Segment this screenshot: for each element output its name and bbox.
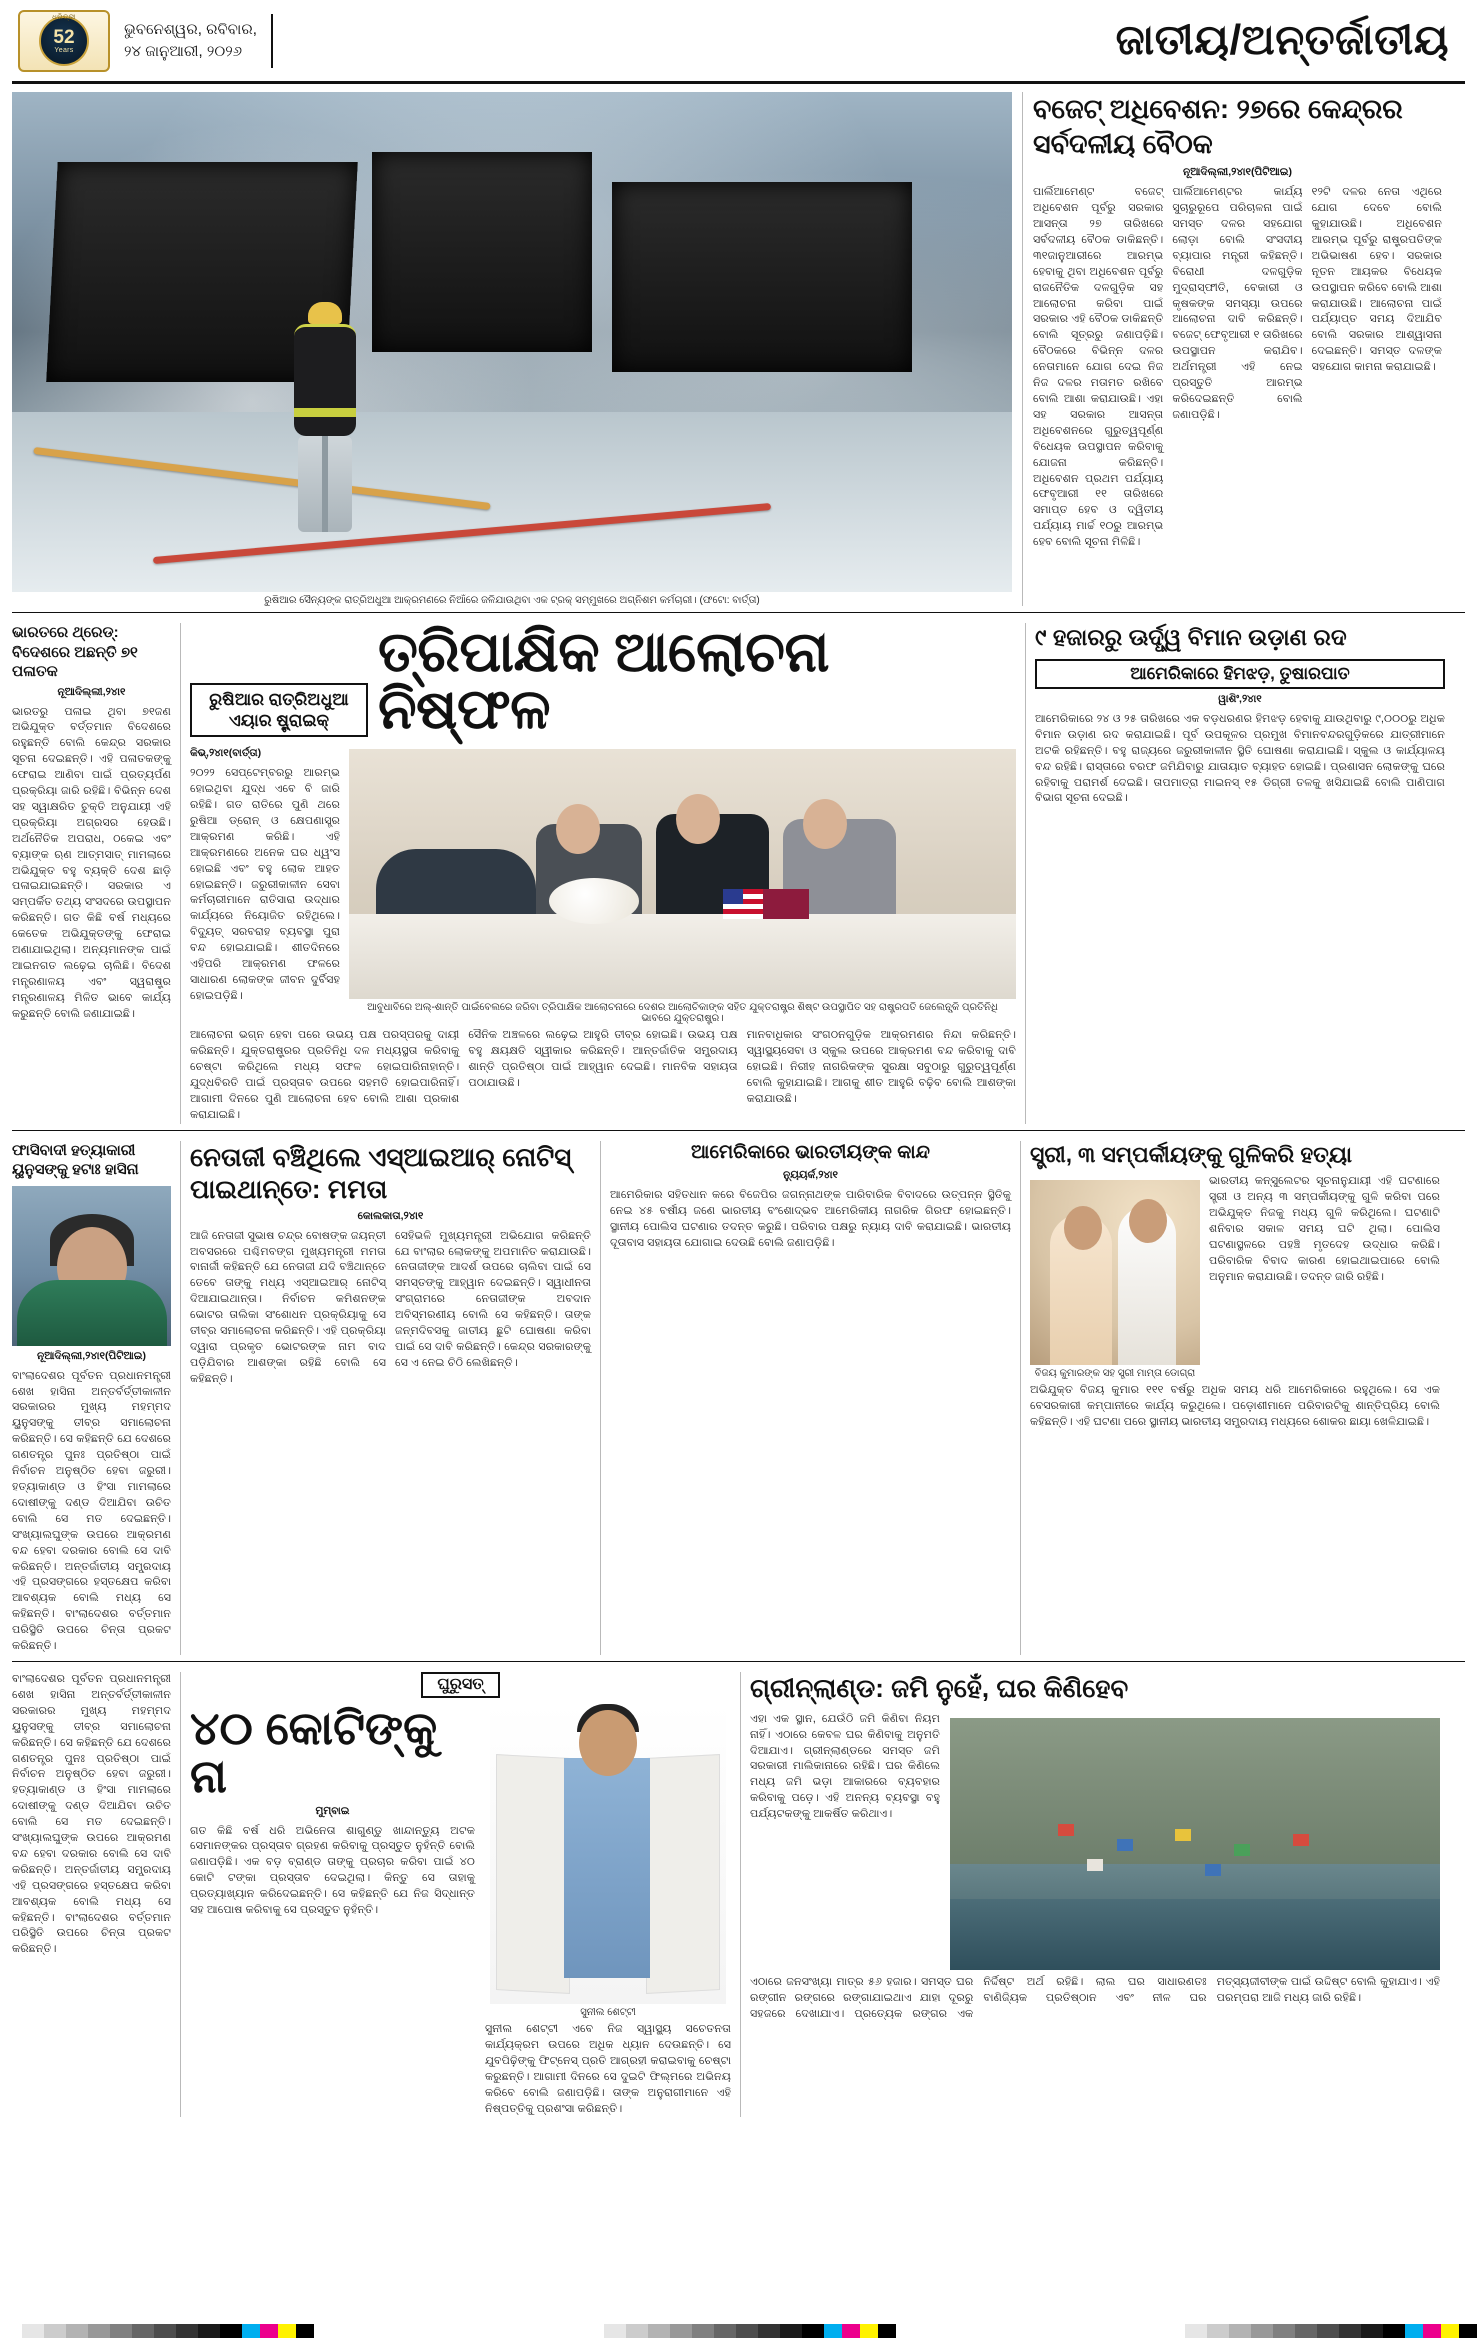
section-title: ଜାତୀୟ/ଅନ୍ତର୍ଜାତୀୟ <box>1115 16 1449 63</box>
flights-subhead: ଆମେରିକାରେ ହିମଝଡ଼, ତୁଷାରପାତ <box>1035 659 1445 689</box>
lead-photo-block <box>12 92 1022 606</box>
burnt-truck-3 <box>612 182 912 372</box>
america-india-body: ଆମେରିକାର ସହିତଧାନ କରେ ବିଜେପିର ଜଗନ୍ନାଥଙ୍କ ପାରିବାରିକ ବିବାଦରେ ଉତ୍ପନ୍ନ ସ୍ଥିତିକୁ ନେଇ ୪୫ ବର୍ଷୀୟ ଜଣେ ଭାରତୀୟ ବଂଶୋଦ୍ଭବ ଆମେରିକୀୟ ନାଗରିକ ଗିରଫ ହୋଇଛନ୍ତି। ସ୍ଥାନୀୟ ପୋଲିସ ଘଟଣାର ତଦନ୍ତ କରୁଛି। ପରିବାର ପକ୍ଷରୁ ନ୍ୟାୟ ଦାବି କରାଯାଇଛି। ଭାରତୀୟ ଦୂତାବାସ ସହାୟତା ଯୋଗାଇ ଦେଉଛି ବୋଲି ଜଣାପଡ଼ିଛି। <box>610 1189 1011 1250</box>
budget-col-3: ୧୨ଟି ଦଳର ନେତା ଏଥିରେ ଯୋଗ ଦେବେ ବୋଲି କୁହାଯାଉଛି। ଅଧିବେଶନ ଆରମ୍ଭ ପୂର୍ବରୁ ରାଷ୍ଟ୍ରପତିଙ୍କ ଅଭିଭାଷଣ ହେବ। ସରକାର ନୂତନ ଆୟକର ବିଧେୟକ ଉପସ୍ଥାପନ କରିବେ ବୋଲି ଆଶା କରାଯାଉଛି। ଆଲୋଚନା ପାଇଁ ପର୍ଯ୍ୟାପ୍ତ ସମୟ ଦିଆଯିବ ବୋଲି ସରକାର ଆଶ୍ୱାସନା ଦେଇଛନ୍ତି। ସମସ୍ତ ଦଳଙ୍କ ସହଯୋଗ କାମନା କରାଯାଇଛି। <box>1311 186 1442 374</box>
couple-photo <box>1030 1180 1200 1365</box>
hasina-dateline: ନୂଆଦିଲ୍ଲୀ,୨୪ା୧(ପିଟିଆଇ) <box>37 1349 146 1362</box>
flights-headline: ୯ ହଜାରରୁ ଊର୍ଦ୍ଧ୍ୱ ବିମାନ ଉଡ଼ାଣ ରଦ <box>1035 624 1347 650</box>
ukraine-kicker: ରୁଷିଆର ରାତ୍ରିଅଧୁଆ ଏୟାର ଷ୍ଟ୍ରାଇକ୍ <box>190 683 368 738</box>
lead-photo-caption: ରୁଷିଆର ସୈନ୍ୟଙ୍କ ରାତ୍ରିଅଧୁଆ ଆକ୍ରମଣରେ ନିଆଁରେ ଜଳିଯାଉଥିବା ଏକ ଟ୍ରକ୍ ସମ୍ମୁଖରେ ଅଗ୍ନିଶମ କର୍ମଚାରୀ। (ଫଟୋ: ବାର୍ତ୍ତା) <box>264 595 760 606</box>
logo-years-label: Years <box>54 46 74 54</box>
ukraine-col-4: ମାନବାଧିକାର ସଂଗଠନଗୁଡ଼ିକ ଆକ୍ରମଣର ନିନ୍ଦା କରିଛନ୍ତି। ସ୍ୱାସ୍ଥ୍ୟସେବା ଓ ସ୍କୁଲ ଉପରେ ଆକ୍ରମଣ ବନ୍ଦ କରିବାକୁ ଦାବି ହୋଇଛି। ନିରୀହ ନାଗରିକଙ୍କ ସୁରକ୍ଷା ସବୁଠାରୁ ଗୁରୁତ୍ୱପୂର୍ଣ୍ଣ ବୋଲି କୁହାଯାଇଛି। ଆଗକୁ ଶୀତ ଆହୁରି ବଢ଼ିବ ବୋଲି ଆଶଙ୍କା କରାଯାଉଛି। <box>746 1029 1016 1105</box>
shooting-headline: ସ୍ତ୍ରୀ, ୩ ସମ୍ପର୍କୀୟଙ୍କୁ ଗୁଳିକରି ହତ୍ୟା <box>1030 1141 1352 1167</box>
colored-house-white <box>1087 1859 1103 1871</box>
budget-headline: ବଜେଟ୍ ଅଧିବେଶନ: ୨୭ରେ କେନ୍ଦ୍ରର ସର୍ବଦଳୀୟ ବୈଠକ <box>1033 94 1403 160</box>
firefighter-legs <box>298 436 352 532</box>
hasina-body: ବାଂଲାଦେଶର ପୂର୍ବତନ ପ୍ରଧାନମନ୍ତ୍ରୀ ଶେଖ ହାସିନା ଅନ୍ତର୍ବର୍ତ୍ତୀକାଳୀନ ସରକାରର ମୁଖ୍ୟ ମହମ୍ମଦ ୟୁନୁସଙ୍କୁ ତୀବ୍ର ସମାଲୋଚନା କରିଛନ୍ତି। ସେ କହିଛନ୍ତି ଯେ ଦେଶରେ ଗଣତନ୍ତ୍ର ପୁନଃ ପ୍ରତିଷ୍ଠା ପାଇଁ ନିର୍ବାଚନ ଅନୁଷ୍ଠିତ ହେବା ଜରୁରୀ। ହତ୍ୟାକାଣ୍ଡ ଓ ହିଂସା ମାମଲାରେ ଦୋଷୀଙ୍କୁ ଦଣ୍ଡ ଦିଆଯିବା ଉଚିତ ବୋଲି ସେ ମତ ଦେଇଛନ୍ତି। ସଂଖ୍ୟାଲଘୁଙ୍କ ଉପରେ ଆକ୍ରମଣ ବନ୍ଦ ହେବା ଦରକାର ବୋଲି ସେ ଦାବି କରିଛନ୍ତି। ଅନ୍ତର୍ଜାତୀୟ ସମ୍ପ୍ରଦାୟ ଏହି ପ୍ରସଙ୍ଗରେ ହସ୍ତକ୍ଷେପ କରିବା ଆବଶ୍ୟକ ବୋଲି ମଧ୍ୟ ସେ କହିଛନ୍ତି। ବାଂଲାଦେଶର ବର୍ତ୍ତମାନ ପରିସ୍ଥିତି ଉପରେ ଚିନ୍ତା ପ୍ରକଟ କରିଛନ୍ତି। <box>12 1369 171 1653</box>
bride-head <box>1064 1206 1102 1250</box>
forty-crore-col-1: ଗତ କିଛି ବର୍ଷ ଧରି ଅଭିନେତା ଶାଗୁଣ୍ଡୁ ଖାନ୍ଦାନ୍ତ୍ୟୁ ଅଟକ ସେମାନଙ୍କର ପ୍ରସ୍ତାବ ଗ୍ରହଣ କରିବାକୁ ପ୍ରସ୍ତୁତ ନୁହଁନ୍ତି ବୋଲି ଜଣାପଡ଼ିଛି। ଏକ ବଡ଼ ବ୍ରାଣ୍ଡ ତାଙ୍କୁ ପ୍ରଚାର କରିବା ପାଇଁ ୪୦ କୋଟି ଟଙ୍କା ପ୍ରସ୍ତାବ ଦେଇଥିଲା। କିନ୍ତୁ ସେ ତାହାକୁ ପ୍ରତ୍ୟାଖ୍ୟାନ କରିଦେଇଛନ୍ତି। ସେ କହିଛନ୍ତି ଯେ ନିଜ ସିଦ୍ଧାନ୍ତ ସହ ଆପୋଷ କରିବାକୁ ସେ ପ୍ରସ୍ତୁତ ନୁହଁନ୍ତି। <box>190 1824 475 1917</box>
groom-head <box>1129 1199 1167 1243</box>
photo-ground <box>12 412 1012 592</box>
flights-dateline: ୱାଶିଂ,୨୪ା୧ <box>1218 692 1262 705</box>
portrait-clothing <box>17 1280 167 1346</box>
greenland-headline: ଗ୍ରୀନ୍‌ଲାଣ୍ଡ: ଜମି ନୁହେଁ, ଘର କିଣିହେବ <box>750 1672 1129 1703</box>
colored-house-red-2 <box>1293 1834 1309 1846</box>
meeting-table <box>349 914 1016 999</box>
forty-crore-story <box>180 1672 740 2117</box>
ukraine-col-3: ସୈନିକ ଅଞ୍ଚଳରେ ଲଢ଼େଇ ଆହୁରି ତୀବ୍ର ହୋଇଛି। ଉଭୟ ପକ୍ଷ ବହୁ କ୍ଷୟକ୍ଷତି ସ୍ୱୀକାର କରିଛନ୍ତି। ଆନ୍ତର୍ଜାତିକ ସମ୍ପ୍ରଦାୟ ଶାନ୍ତି ପ୍ରତିଷ୍ଠା ପାଇଁ ଆହ୍ୱାନ ଦେଇଛି। ମାନବିକ ସହାୟତା ପଠାଯାଉଛି। <box>468 1029 738 1089</box>
netaji-story <box>180 1141 600 1655</box>
greenland-col-2: ଏଠାରେ ଜନସଂଖ୍ୟା ମାତ୍ର ୫୬ ହଜାର। ସମସ୍ତ ଘର ରଙ୍ଗୀନ ରଙ୍ଗରେ ରଙ୍ଗାଯାଇଥାଏ ଯାହା ଦୂରରୁ ସହଜରେ ଦେଖାଯାଏ। ପ୍ରତ୍ୟେକ ରଙ୍ଗର ଏକ ନିର୍ଦ୍ଦିଷ୍ଟ ଅର୍ଥ ରହିଛି। ଲାଲ ଘର ସାଧାରଣତଃ ବାଣିଜ୍ୟିକ ପ୍ରତିଷ୍ଠାନ ଏବଂ ନୀଳ ଘର ମତ୍ସ୍ୟଜୀବୀଙ୍କ ପାଇଁ ଉଦ୍ଦିଷ୍ଟ ବୋଲି କୁହାଯାଏ। ଏହି ପରମ୍ପରା ଆଜି ମଧ୍ୟ ଜାରି ରହିଛି। <box>750 1975 1440 2020</box>
forty-crore-col-2: ସୁନୀଲ ଶେଟ୍ଟୀ ଏବେ ନିଜ ସ୍ୱାସ୍ଥ୍ୟ ସଚେତନତା କାର୍ଯ୍ୟକ୍ରମ ଉପରେ ଅଧିକ ଧ୍ୟାନ ଦେଉଛନ୍ତି। ସେ ଯୁବପିଢ଼ିଙ୍କୁ ଫିଟ୍ନେସ୍ ପ୍ରତି ଆଗ୍ରହୀ କରାଇବାକୁ ଚେଷ୍ଟା କରୁଛନ୍ତି। ଆଗାମୀ ଦିନରେ ସେ ଦୁଇଟି ଫିଲ୍ମରେ ଅଭିନୟ କରିବେ ବୋଲି ଜଣାପଡ଼ିଛି। ତାଙ୍କ ଅନୁରାଗୀମାନେ ଏହି ନିଷ୍ପତ୍ତିକୁ ପ୍ରଶଂସା କରିଛନ୍ତି। <box>485 2022 731 2115</box>
entertainment-tag: ଘୁରୁସତ୍ <box>421 1672 499 1698</box>
gray-ramp-left <box>0 2324 242 2338</box>
colored-house-red <box>1058 1824 1074 1836</box>
actor-photo <box>490 1704 726 2004</box>
ukraine-col-2: ଆଲୋଚନା ଭଗ୍ନ ହେବା ପରେ ଉଭୟ ପକ୍ଷ ପରସ୍ପରକୁ ଦାୟୀ କରିଛନ୍ତି। ଯୁକ୍ତରାଷ୍ଟ୍ରର ପ୍ରତିନିଧି ଦଳ ମଧ୍ୟସ୍ଥତା କରିବାକୁ ଚେଷ୍ଟା କରିଥିଲେ ମଧ୍ୟ ସଫଳ ହୋଇପାରିନାହାନ୍ତି। ଯୁଦ୍ଧବିରତି ପାଇଁ ପ୍ରସ୍ତାବ ଉପରେ ସହମତି ହୋଇପାରିନାହିଁ। ଆଗାମୀ ଦିନରେ ପୁଣି ଆଲୋଚନା ହେବ ବୋଲି ଆଶା ପ୍ରକାଶ କରାଯାଇଛି। <box>190 1029 460 1121</box>
greenland-photo <box>950 1718 1440 1970</box>
ukraine-talks-story <box>180 620 1025 1124</box>
firefighter-belt <box>294 408 356 417</box>
masthead-dateline <box>124 14 273 68</box>
colored-house-green <box>1234 1844 1250 1856</box>
gray-ramp-right <box>1163 2324 1405 2338</box>
logo-ring <box>39 13 89 66</box>
cmyk-mid <box>824 2324 896 2338</box>
hasina-body-continued: ବାଂଲାଦେଶର ପୂର୍ବତନ ପ୍ରଧାନମନ୍ତ୍ରୀ ଶେଖ ହାସିନା ଅନ୍ତର୍ବର୍ତ୍ତୀକାଳୀନ ସରକାରର ମୁଖ୍ୟ ମହମ୍ମଦ ୟୁନୁସଙ୍କୁ ତୀବ୍ର ସମାଲୋଚନା କରିଛନ୍ତି। ସେ କହିଛନ୍ତି ଯେ ଦେଶରେ ଗଣତନ୍ତ୍ର ପୁନଃ ପ୍ରତିଷ୍ଠା ପାଇଁ ନିର୍ବାଚନ ଅନୁଷ୍ଠିତ ହେବା ଜରୁରୀ। ହତ୍ୟାକାଣ୍ଡ ଓ ହିଂସା ମାମଲାରେ ଦୋଷୀଙ୍କୁ ଦଣ୍ଡ ଦିଆଯିବା ଉଚିତ ବୋଲି ସେ ମତ ଦେଇଛନ୍ତି। ସଂଖ୍ୟାଲଘୁଙ୍କ ଉପରେ ଆକ୍ରମଣ ବନ୍ଦ ହେବା ଦରକାର ବୋଲି ସେ ଦାବି କରିଛନ୍ତି। ଅନ୍ତର୍ଜାତୀୟ ସମ୍ପ୍ରଦାୟ ଏହି ପ୍ରସଙ୍ଗରେ ହସ୍ତକ୍ଷେପ କରିବା ଆବଶ୍ୟକ ବୋଲି ମଧ୍ୟ ସେ କହିଛନ୍ତି। ବାଂଲାଦେଶର ବର୍ତ୍ତମାନ ପରିସ୍ଥିତି ଉପରେ ଚିନ୍ତା ପ୍ରକଟ କରିଛନ୍ତି। <box>12 1672 171 1956</box>
gray-ramp-mid <box>582 2324 824 2338</box>
logo-top-text: ଧରିତ୍ରୀ <box>52 13 76 21</box>
ukraine-dateline: କିଭ୍,୨୪ା୧(ବାର୍ତ୍ତା) <box>190 747 262 760</box>
forty-crore-byline: ମୁମ୍ବାଇ <box>315 1804 350 1817</box>
greenland-story <box>740 1672 1440 2117</box>
india-threat-story <box>12 623 180 1124</box>
india-threat-body: ଭାରତରୁ ପଳାଇ ଥିବା ୭୧ଜଣ ଅଭିଯୁକ୍ତ ବର୍ତ୍ତମାନ ବିଦେଶରେ ରହୁଛନ୍ତି ବୋଲି କେନ୍ଦ୍ର ସରକାର ସୂଚନା ଦେଇଛନ୍ତି। ଏହି ପଳାତକଙ୍କୁ ଫେରାଇ ଆଣିବା ପାଇଁ ପ୍ରତ୍ୟର୍ପଣ ପ୍ରକ୍ରିୟା ଜାରି ରହିଛି। ବିଭିନ୍ନ ଦେଶ ସହ ସ୍ୱାକ୍ଷରିତ ଚୁକ୍ତି ଅନୁଯାୟୀ ଏହି ପ୍ରକ୍ରିୟା ଅଗ୍ରସର ହେଉଛି। ଅର୍ଥନୈତିକ ଅପରାଧ, ଠକେଇ ଏବଂ ବ୍ୟାଙ୍କ ଋଣ ଆତ୍ମସାତ୍ ମାମଲାରେ ଅଭିଯୁକ୍ତ ବହୁ ବ୍ୟକ୍ତି ଦେଶ ଛାଡ଼ି ପଳାଇଯାଇଛନ୍ତି। ସରକାର ଏ ସମ୍ପର୍କିତ ତଥ୍ୟ ସଂସଦରେ ଉପସ୍ଥାପନ କରିଛନ୍ତି। ଗତ କିଛି ବର୍ଷ ମଧ୍ୟରେ କେତେକ ଅଭିଯୁକ୍ତଙ୍କୁ ଫେରାଇ ଅଣାଯାଇଥିଲା। ଅନ୍ୟମାନଙ୍କ ପାଇଁ ଆଇନଗତ ଲଢ଼େଇ ଚାଲିଛି। ବିଦେଶ ମନ୍ତ୍ରଣାଳୟ ଏବଂ ସ୍ୱରାଷ୍ଟ୍ର ମନ୍ତ୍ରଣାଳୟ ମିଳିତ ଭାବେ କାର୍ଯ୍ୟ କରୁଛନ୍ତି ବୋଲି ଜଣାଯାଇଛି। <box>12 705 171 1020</box>
shooting-story <box>1020 1141 1440 1655</box>
colored-house-yellow <box>1175 1829 1191 1841</box>
print-registration-bar <box>0 2323 1477 2339</box>
masthead-date: ୨୪ ଜାନୁଆରୀ, ୨୦୨୬ <box>124 42 243 60</box>
forty-crore-headline: ୪୦ କୋଟିଙ୍କୁ ନା <box>190 1701 438 1803</box>
colored-house-blue-2 <box>1205 1864 1221 1876</box>
actor-shirt <box>564 1758 650 1978</box>
budget-session-story <box>1022 92 1442 606</box>
india-threat-headline: ଭାରତରେ ଥ୍ରେଡ୍: ବିଦେଶରେ ଅଛନ୍ତି ୭୧ ପଳାତକ <box>12 624 138 680</box>
delegate-2-head <box>556 804 600 854</box>
greenland-hillside <box>950 1718 1440 1864</box>
firefighter-torso <box>294 324 356 436</box>
firefighter-figure <box>282 302 368 532</box>
firefighter-helmet <box>308 302 342 324</box>
flights-cancelled-story <box>1025 623 1445 1124</box>
netaji-col-2: ସେହିଭଳି ମୁଖ୍ୟମନ୍ତ୍ରୀ ଅଭିଯୋଗ କରିଛନ୍ତି ଯେ ବାଂଲାର ଲୋକଙ୍କୁ ଅପମାନିତ କରାଯାଉଛି। ନେତାଜୀଙ୍କ ଆଦର୍ଶ ଉପରେ ଚାଲିବା ପାଇଁ ସେ ସମସ୍ତଙ୍କୁ ଆହ୍ୱାନ ଦେଇଛନ୍ତି। ସ୍ୱାଧୀନତା ସଂଗ୍ରାମରେ ନେତାଜୀଙ୍କ ଅବଦାନ ଅବିସ୍ମରଣୀୟ ବୋଲି ସେ କହିଛନ୍ତି। ତାଙ୍କ ଜନ୍ମଦିବସକୁ ଜାତୀୟ ଛୁଟି ଘୋଷଣା କରିବା ପାଇଁ ସେ ଦାବି କରିଛନ୍ତି। କେନ୍ଦ୍ର ସରକାରଙ୍କୁ ସେ ଏ ନେଇ ଚିଠି ଲେଖିଛନ୍ତି। <box>395 1229 591 1369</box>
actor-head <box>579 1710 637 1776</box>
cmyk-left <box>242 2324 314 2338</box>
colored-house-blue <box>1117 1839 1133 1851</box>
cmyk-right <box>1405 2324 1477 2338</box>
hasina-continued <box>12 1672 180 2117</box>
qatar-flag-icon <box>763 889 809 919</box>
netaji-col-1: ଆଜି ନେତାଜୀ ସୁଭାଷ ଚନ୍ଦ୍ର ବୋଷଙ୍କ ଜୟନ୍ତୀ ଅବସରରେ ପଶ୍ଚିମବଙ୍ଗ ମୁଖ୍ୟମନ୍ତ୍ରୀ ମମତା ବାନାର୍ଜୀ କହିଛନ୍ତି ଯେ ନେତାଜୀ ଯଦି ବଞ୍ଚିଥାନ୍ତେ ତେବେ ତାଙ୍କୁ ମଧ୍ୟ ଏସ୍ଆଇଆର୍ ନୋଟିସ୍ ଦିଆଯାଇଥାନ୍ତା। ନିର୍ବାଚନ କମିଶନଙ୍କ ଭୋଟର ତାଲିକା ସଂଶୋଧନ ପ୍ରକ୍ରିୟାକୁ ସେ ତୀବ୍ର ସମାଲୋଚନା କରିଛନ୍ତି। ଏହି ପ୍ରକ୍ରିୟା ଦ୍ୱାରା ପ୍ରକୃତ ଭୋଟରଙ୍କ ନାମ ବାଦ ପଡ଼ିଯିବାର ଆଶଙ୍କା ରହିଛି ବୋଲି ସେ କହିଛନ୍ତି। <box>190 1229 386 1385</box>
ukraine-col-1: ୨୦୨୨ ସେପ୍ଟେମ୍ବରରୁ ଆରମ୍ଭ ହୋଇଥିବା ଯୁଦ୍ଧ ଏବେ ବି ଜାରି ରହିଛି। ଗତ ରାତିରେ ପୁଣି ଥରେ ରୁଷିଆ ଡ୍ରୋନ୍ ଓ କ୍ଷେପଣାସ୍ତ୍ର ଆକ୍ରମଣ କରିଛି। ଏହି ଆକ୍ରମଣରେ ଅନେକ ଘର ଧ୍ୱଂସ ହୋଇଛି ଏବଂ ବହୁ ଲୋକ ଆହତ ହୋଇଛନ୍ତି। ଜରୁରୀକାଳୀନ ସେବା କର୍ମଚାରୀମାନେ ରାତିସାରା ଉଦ୍ଧାର କାର୍ଯ୍ୟରେ ନିୟୋଜିତ ରହିଥିଲେ। ବିଦ୍ୟୁତ୍ ସରବରାହ ବ୍ୟବସ୍ଥା ପୁରା ବନ୍ଦ ହୋଇଯାଇଛି। ଶୀତଦିନରେ ଏହିପରି ଆକ୍ରମଣ ଫଳରେ ସାଧାରଣ ଲୋକଙ୍କ ଜୀବନ ଦୁର୍ବିସହ ହୋଇପଡ଼ିଛି। <box>190 767 340 1002</box>
budget-col-2: ପାର୍ଲିଆମେଣ୍ଟର କାର୍ଯ୍ୟ ସୁଚାରୁରୂପେ ପରିଚାଳନା ପାଇଁ ସମସ୍ତ ଦଳର ସହଯୋଗ ଲୋଡ଼ା ବୋଲି ସଂସଦୀୟ ବ୍ୟାପାର ମନ୍ତ୍ରୀ କହିଛନ୍ତି। ବିରୋଧୀ ଦଳଗୁଡ଼ିକ ମୁଦ୍ରାସ୍ଫୀତି, ବେକାରୀ ଓ କୃଷକଙ୍କ ସମସ୍ୟା ଉପରେ ଆଲୋଚନା ଦାବି କରିଛନ୍ତି। ବଜେଟ୍ ଫେବୃଆରୀ ୧ ତାରିଖରେ ଉପସ୍ଥାପନ କରାଯିବ। ଅର୍ଥମନ୍ତ୍ରୀ ଏହି ନେଇ ପ୍ରସ୍ତୁତି ଆରମ୍ଭ କରିଦେଇଛନ୍ତି ବୋଲି ଜଣାପଡ଼ିଛି। <box>1172 186 1303 421</box>
america-india-dateline: ନ୍ୟୁୟର୍କ,୨୪ା୧ <box>782 1169 839 1182</box>
logo-anniversary-number: 52 <box>53 26 75 48</box>
bottom-block <box>12 1672 1465 2117</box>
burnt-truck-2 <box>372 152 592 352</box>
shooting-col-2: ଅଭିଯୁକ୍ତ ବିଜୟ କୁମାର ୧୧୧ ବର୍ଷରୁ ଅଧିକ ସମୟ ଧରି ଆମେରିକାରେ ରହୁଥିଲେ। ସେ ଏକ ବେସରକାରୀ କମ୍ପାନୀରେ କାର୍ଯ୍ୟ କରୁଥିଲେ। ପଡ଼ୋଶୀମାନେ ପରିବାରଟିକୁ ଶାନ୍ତିପ୍ରିୟ ବୋଲି କହିଛନ୍ତି। ଏହି ଘଟଣା ପରେ ସ୍ଥାନୀୟ ଭାରତୀୟ ସମ୍ପ୍ରଦାୟ ମଧ୍ୟରେ ଶୋକର ଛାୟା ଖେଳିଯାଇଛି। <box>1030 1384 1440 1429</box>
trilateral-meeting-photo <box>349 749 1016 999</box>
ukraine-headline: ତ୍ରିପାକ୍ଷିକ ଆଲୋଚନା ନିଷ୍ଫଳ <box>377 620 830 741</box>
flights-body: ଆମେରିକାରେ ୨୪ ଓ ୨୫ ତାରିଖରେ ଏକ ବଡ଼ଧରଣର ହିମଝଡ଼ ହେବାକୁ ଯାଉଥିବାରୁ ୯,୦୦୦ରୁ ଅଧିକ ବିମାନ ଉଡ଼ାଣ ରଦ କରାଯାଇଛି। ପୂର୍ବ ଉପକୂଳର ପ୍ରମୁଖ ବିମାନବନ୍ଦରଗୁଡ଼ିକରେ ଯାତ୍ରୀମାନେ ଅଟକି ରହିଛନ୍ତି। ବହୁ ରାଜ୍ୟରେ ଜରୁରୀକାଳୀନ ସ୍ଥିତି ଘୋଷଣା କରାଯାଇଛି। ସ୍କୁଲ ଓ କାର୍ଯ୍ୟାଳୟ ବନ୍ଦ ରହିଛି। ରାସ୍ତାରେ ବରଫ ଜମିଯିବାରୁ ଯାତାୟାତ ବ୍ୟାହତ ହୋଇଛି। ପ୍ରଶାସନ ଲୋକଙ୍କୁ ଘରେ ରହିବାକୁ ପରାମର୍ଶ ଦେଇଛି। ତାପମାତ୍ରା ମାଇନସ୍ ୧୫ ଡିଗ୍ରୀ ତଳକୁ ଖସିଯାଇଛି ବୋଲି ପାଣିପାଗ ବିଭାଗ ସୂଚନା ଦେଇଛି। <box>1035 712 1445 805</box>
netaji-headline: ନେତାଜୀ ବଞ୍ଚିଥିଲେ ଏସ୍ଆଇଆର୍ ନୋଟିସ୍ ପାଇଥାନ୍ତେ: ମମତା <box>190 1141 572 1205</box>
divider-3 <box>12 1661 1465 1662</box>
hasina-story <box>12 1141 180 1655</box>
mid-block <box>12 620 1465 1124</box>
divider-1 <box>12 612 1465 613</box>
delegate-4-head <box>803 799 847 849</box>
masthead-place: ଭୁବନେଶ୍ୱର, ରବିବାର, <box>124 20 257 38</box>
greenland-water <box>950 1899 1440 1970</box>
actor-photo-caption: ସୁନୀଲ ଶେଟ୍ଟୀ <box>580 2006 636 2018</box>
hasina-photo <box>12 1186 171 1346</box>
budget-col-1: ପାର୍ଲିଆମେଣ୍ଟ ବଜେଟ୍ ଅଧିବେଶନ ପୂର୍ବରୁ ସରକାର ଆସନ୍ତା ୨୭ ତାରିଖରେ ସର୍ବଦଳୀୟ ବୈଠକ ଡାକିଛନ୍ତି। ୩୧ଜାନୁଆରୀରେ ଆରମ୍ଭ ହେବାକୁ ଥିବା ଅଧିବେଶନ ପୂର୍ବରୁ ରାଜନୈତିକ ଦଳଗୁଡ଼ିକ ସହ ଆଲୋଚନା କରିବା ପାଇଁ ସରକାର ଏହି ବୈଠକ ଡାକିଛନ୍ତି ବୋଲି ସୂତ୍ରରୁ ଜଣାପଡ଼ିଛି। ବୈଠକରେ ବିଭିନ୍ନ ଦଳର ନେତାମାନେ ଯୋଗ ଦେଇ ନିଜ ନିଜ ଦଳର ମତାମତ ରଖିବେ ବୋଲି ଆଶା କରାଯାଉଛି। ଏହା ସହ ସରକାର ଆସନ୍ତା ଅଧିବେଶନରେ ଗୁରୁତ୍ୱପୂର୍ଣ୍ଣ ବିଧେୟକ ଉପସ୍ଥାପନ କରିବାକୁ ଯୋଜନା କରିଛନ୍ତି। ଅଧିବେଶନ ପ୍ରଥମ ପର୍ଯ୍ୟାୟ ଫେବୃଆରୀ ୧୧ ତାରିଖରେ ସମାପ୍ତ ହେବ ଓ ଦ୍ୱିତୀୟ ପର୍ଯ୍ୟାୟ ମାର୍ଚ୍ଚ ୧୦ରୁ ଆରମ୍ଭ ହେବ ବୋଲି ସୂଚନା ମିଳିଛି। <box>1033 186 1164 549</box>
trilateral-photo-caption: ଆବୁଧାବିରେ ଅଲ୍-ଶାନ୍ତି ପାଇଁବେଲରେ ଜରିବା ତ୍ରିପାକ୍ଷିକ ଆଲୋଚନାରେ ଦେଶର ଆଲୋଚିକାଙ୍କ ସହିତ ଯୁକ୍ତରାଷ୍ଟ୍ର ଶିଷ୍ଟ ଉପସ୍ଥାପିତ ସହ ରାଷ୍ଟ୍ରପତି ଜେଲେନ୍ସ୍କି ପ୍ରତିନିଧି ଭାବରେ ଯୁକ୍ତରାଷ୍ଟ୍ର। <box>367 1002 998 1025</box>
divider-2 <box>12 1130 1465 1131</box>
shooting-col-1: ଭାରତୀୟ କନ୍ସୁଲେଟର ସୂଚନାନୁଯାୟୀ ଏହି ଘଟଣାରେ ସ୍ତ୍ରୀ ଓ ଅନ୍ୟ ୩ ସମ୍ପର୍କୀୟଙ୍କୁ ଗୁଳି କରିବା ପରେ ଅଭିଯୁକ୍ତ ନିଜକୁ ମଧ୍ୟ ଗୁଳି କରିଥିଲେ। ଘଟଣାଟି ଶନିବାର ସକାଳ ସମୟ ଘଟି ଥିଲା। ପୋଲିସ ଘଟଣାସ୍ଥଳରେ ପହଞ୍ଚି ମୃତଦେହ ଉଦ୍ଧାର କରିଛି। ପରିବାରିକ ବିବାଦ କାରଣ ହୋଇଥାଇପାରେ ବୋଲି ଅନୁମାନ କରାଯାଉଛି। ତଦନ୍ତ ଜାରି ରହିଛି। <box>1209 1175 1440 1283</box>
america-india-headline: ଆମେରିକାରେ ଭାରତୀୟଙ୍କ କାନ୍ଦ <box>691 1141 930 1163</box>
netaji-dateline: କୋଲକାତା,୨୪ା୧ <box>357 1209 424 1222</box>
actor-jacket-left <box>496 1754 570 1994</box>
third-block <box>12 1141 1465 1655</box>
masthead <box>12 0 1465 84</box>
top-block <box>12 92 1465 606</box>
delegate-3-head <box>676 794 720 844</box>
publication-logo <box>18 10 110 72</box>
hasina-headline: ଫାସିବାଦୀ ହତ୍ୟାକାରୀ ୟୁନୁସଙ୍କୁ ହଟାଃ ହାସିନା <box>12 1141 139 1179</box>
greenland-col-1: ଏହା ଏକ ସ୍ଥାନ, ଯେଉଁଠି ଜମି କିଣିବା ନିୟମ ନାହିଁ। ଏଠାରେ କେବଳ ଘର କିଣିବାକୁ ଅନୁମତି ଦିଆଯାଏ। ଗ୍ରୀନ୍‌ଲାଣ୍ଡରେ ସମସ୍ତ ଜମି ସରକାରୀ ମାଲିକାନାରେ ରହିଛି। ଘର କିଣିଲେ ମଧ୍ୟ ଜମି ଭଡ଼ା ଆକାରରେ ବ୍ୟବହାର କରିବାକୁ ପଡ଼େ। ଏହି ଅନନ୍ୟ ବ୍ୟବସ୍ଥା ବହୁ ପର୍ଯ୍ୟଟକଙ୍କୁ ଆକର୍ଷିତ କରିଥାଏ। <box>750 1712 940 1821</box>
couple-photo-caption: ବିଜୟ କୁମାରଙ୍କ ସହ ସ୍ତ୍ରୀ ମାମ୍ତା ଡୋଗ୍ରା <box>1034 1368 1196 1380</box>
lead-photo <box>12 92 1012 592</box>
flower-vase <box>549 878 639 924</box>
budget-dateline: ନୂଆଦିଲ୍ଲୀ,୨୪ା୧(ପିଟିଆଇ) <box>1183 166 1292 179</box>
america-india-story <box>600 1141 1020 1655</box>
india-threat-dateline: ନୂଆଦିଲ୍ଲୀ,୨୪ା୧ <box>57 685 126 698</box>
actor-jacket-right <box>646 1754 720 1994</box>
